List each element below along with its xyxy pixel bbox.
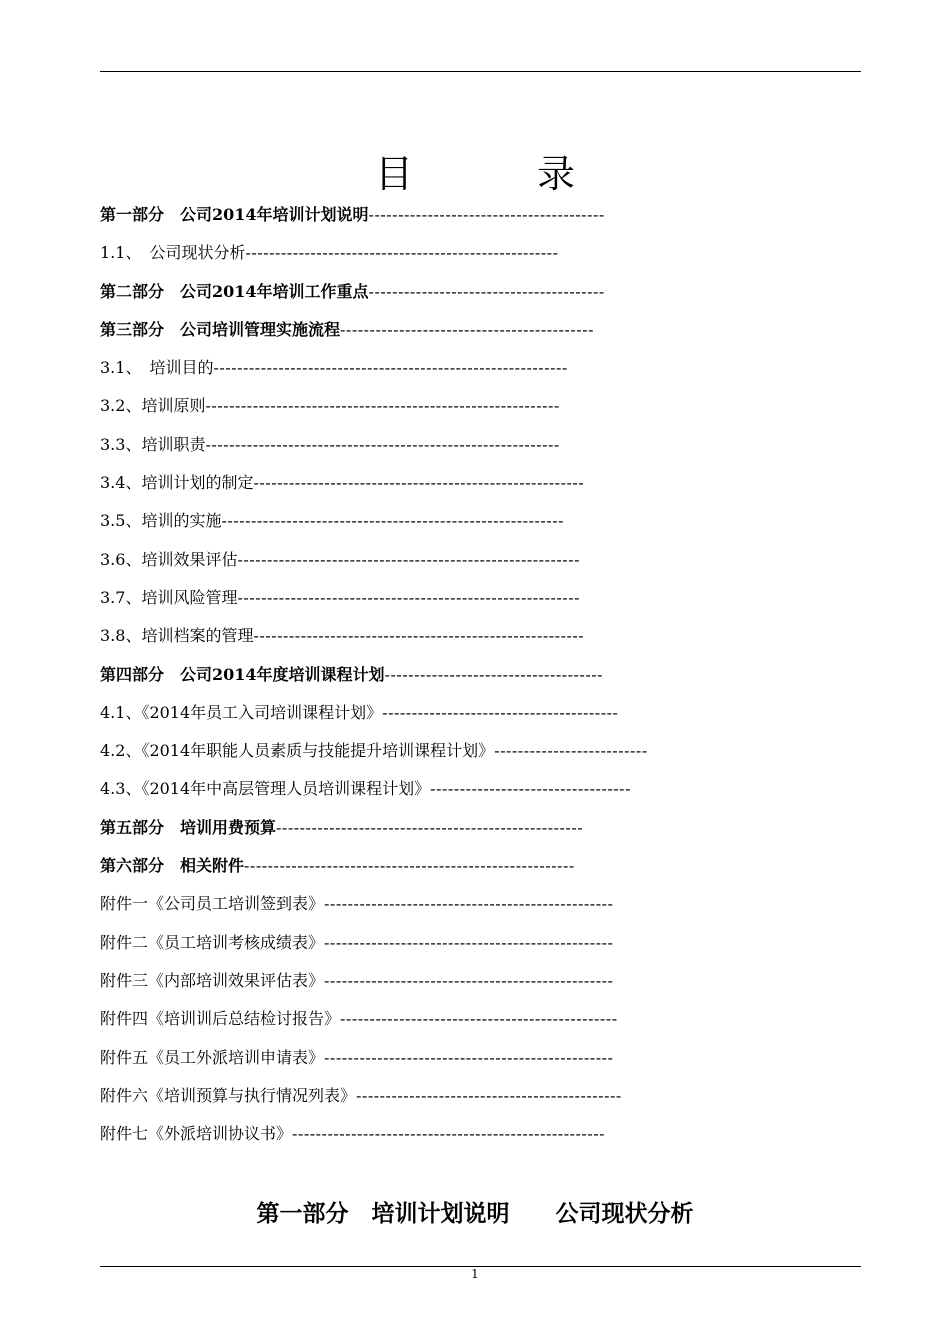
- toc-entry[interactable]: [100, 277, 860, 315]
- toc-leader: -------------------------------------------------: [324, 894, 614, 914]
- toc-entry-text: 3.6、培训效果评估: [100, 549, 238, 569]
- toc-entry-text: 3.2、培训原则: [100, 396, 206, 416]
- toc-entry[interactable]: [100, 545, 860, 583]
- toc-entry-text: 附件四《培训训后总结检讨报告》: [100, 1009, 341, 1029]
- toc-entry[interactable]: [100, 660, 860, 698]
- toc-entry[interactable]: [100, 1043, 860, 1081]
- toc-entry-text: 第四部分 公司2014年度培训课程计划: [100, 664, 385, 684]
- toc-leader: ----------------------------------------------------: [276, 817, 584, 837]
- toc-entry[interactable]: [100, 1081, 860, 1119]
- toc-entry[interactable]: [100, 238, 860, 276]
- toc-entry-text: 附件五《员工外派培训申请表》: [100, 1047, 325, 1067]
- toc-leader: ----------------------------------------------------------: [237, 549, 581, 569]
- toc-leader: ----------------------------------------------------------: [237, 587, 581, 607]
- toc-entry[interactable]: [100, 200, 860, 238]
- toc-entry-text: 4.1、《2014年员工入司培训课程计划》: [100, 702, 383, 722]
- toc-entry[interactable]: [100, 430, 860, 468]
- toc-leader: ---------------------------------------------: [356, 1085, 622, 1105]
- toc-entry-text: 附件三《内部培训效果评估表》: [100, 970, 325, 990]
- page-title: 目 录: [374, 152, 632, 196]
- toc-entry-text: 3.8、培训档案的管理: [100, 626, 254, 646]
- toc-entry[interactable]: [100, 583, 860, 621]
- toc-leader: ------------------------------------------------------------: [205, 396, 560, 416]
- toc-leader: ----------------------------------------: [368, 205, 605, 224]
- toc-entry[interactable]: [100, 1004, 860, 1042]
- toc-leader: --------------------------------------------------------: [253, 626, 585, 646]
- toc-entry[interactable]: [100, 851, 860, 889]
- toc-entry[interactable]: [100, 1119, 860, 1157]
- toc-entry[interactable]: [100, 774, 860, 812]
- toc-entry[interactable]: [100, 966, 860, 1004]
- toc-leader: --------------------------: [494, 741, 648, 761]
- toc-entry-text: 第二部分 公司2014年培训工作重点: [100, 281, 369, 301]
- toc-leader: -------------------------------------------------: [324, 970, 614, 990]
- toc-entry[interactable]: [100, 391, 860, 429]
- toc-entry-text: 附件二《员工培训考核成绩表》: [100, 932, 325, 952]
- page-number: 1: [471, 1267, 479, 1281]
- toc-entry-text: 4.3、《2014年中高层管理人员培训课程计划》: [100, 779, 431, 799]
- toc-entry-text: 3.4、培训计划的制定: [100, 473, 254, 493]
- header-rule: [100, 71, 861, 72]
- toc-entry-text: 第五部分 培训用费预算: [100, 817, 277, 837]
- toc-leader: ------------------------------------------------------------: [205, 434, 560, 454]
- toc-leader: -----------------------------------------------------: [245, 243, 559, 263]
- toc-entry[interactable]: [100, 468, 860, 506]
- toc-leader: ----------------------------------------: [382, 702, 619, 722]
- toc-entry-text: 3.7、培训风险管理: [100, 587, 238, 607]
- toc-entry-text: 附件七《外派培训协议书》: [100, 1124, 293, 1144]
- toc-entry[interactable]: [100, 315, 860, 353]
- toc-leader: ----------------------------------: [430, 779, 631, 799]
- toc-entry[interactable]: [100, 506, 860, 544]
- table-of-contents: [100, 200, 860, 1157]
- toc-leader: -------------------------------------------------: [324, 932, 614, 952]
- toc-entry[interactable]: [100, 621, 860, 659]
- toc-entry[interactable]: [100, 698, 860, 736]
- toc-entry-text: 附件一《公司员工培训签到表》: [100, 894, 325, 914]
- toc-leader: -------------------------------------------: [340, 319, 594, 339]
- toc-entry-text: 第六部分 相关附件: [100, 856, 245, 876]
- toc-entry-text: 3.5、培训的实施: [100, 511, 222, 531]
- toc-entry-text: 3.1、 培训目的: [100, 358, 214, 378]
- toc-leader: ----------------------------------------: [368, 281, 605, 301]
- toc-leader: -----------------------------------------------: [340, 1009, 618, 1029]
- toc-leader: --------------------------------------------------------: [253, 473, 585, 493]
- toc-entry[interactable]: [100, 353, 860, 391]
- toc-entry[interactable]: [100, 928, 860, 966]
- toc-entry[interactable]: [100, 813, 860, 851]
- toc-leader: ----------------------------------------------------------: [221, 511, 565, 531]
- toc-entry-text: 1.1、 公司现状分析: [100, 243, 246, 263]
- toc-entry-text: 4.2、《2014年职能人员素质与技能提升培训课程计划》: [100, 741, 495, 761]
- toc-leader: -------------------------------------: [384, 664, 604, 684]
- toc-entry-text: 第三部分 公司培训管理实施流程: [100, 319, 341, 339]
- toc-entry-text: 第一部分 公司2014年培训计划说明: [100, 205, 369, 224]
- section-heading: 第一部分 培训计划说明 公司现状分析: [256, 1200, 694, 1227]
- toc-entry[interactable]: [100, 736, 860, 774]
- toc-entry[interactable]: [100, 889, 860, 927]
- toc-leader: ------------------------------------------------------------: [213, 358, 568, 378]
- toc-entry-text: 附件六《培训预算与执行情况列表》: [100, 1085, 357, 1105]
- toc-leader: -----------------------------------------------------: [292, 1124, 606, 1144]
- toc-leader: --------------------------------------------------------: [244, 856, 575, 876]
- toc-entry-text: 3.3、培训职责: [100, 434, 206, 454]
- toc-leader: -------------------------------------------------: [324, 1047, 614, 1067]
